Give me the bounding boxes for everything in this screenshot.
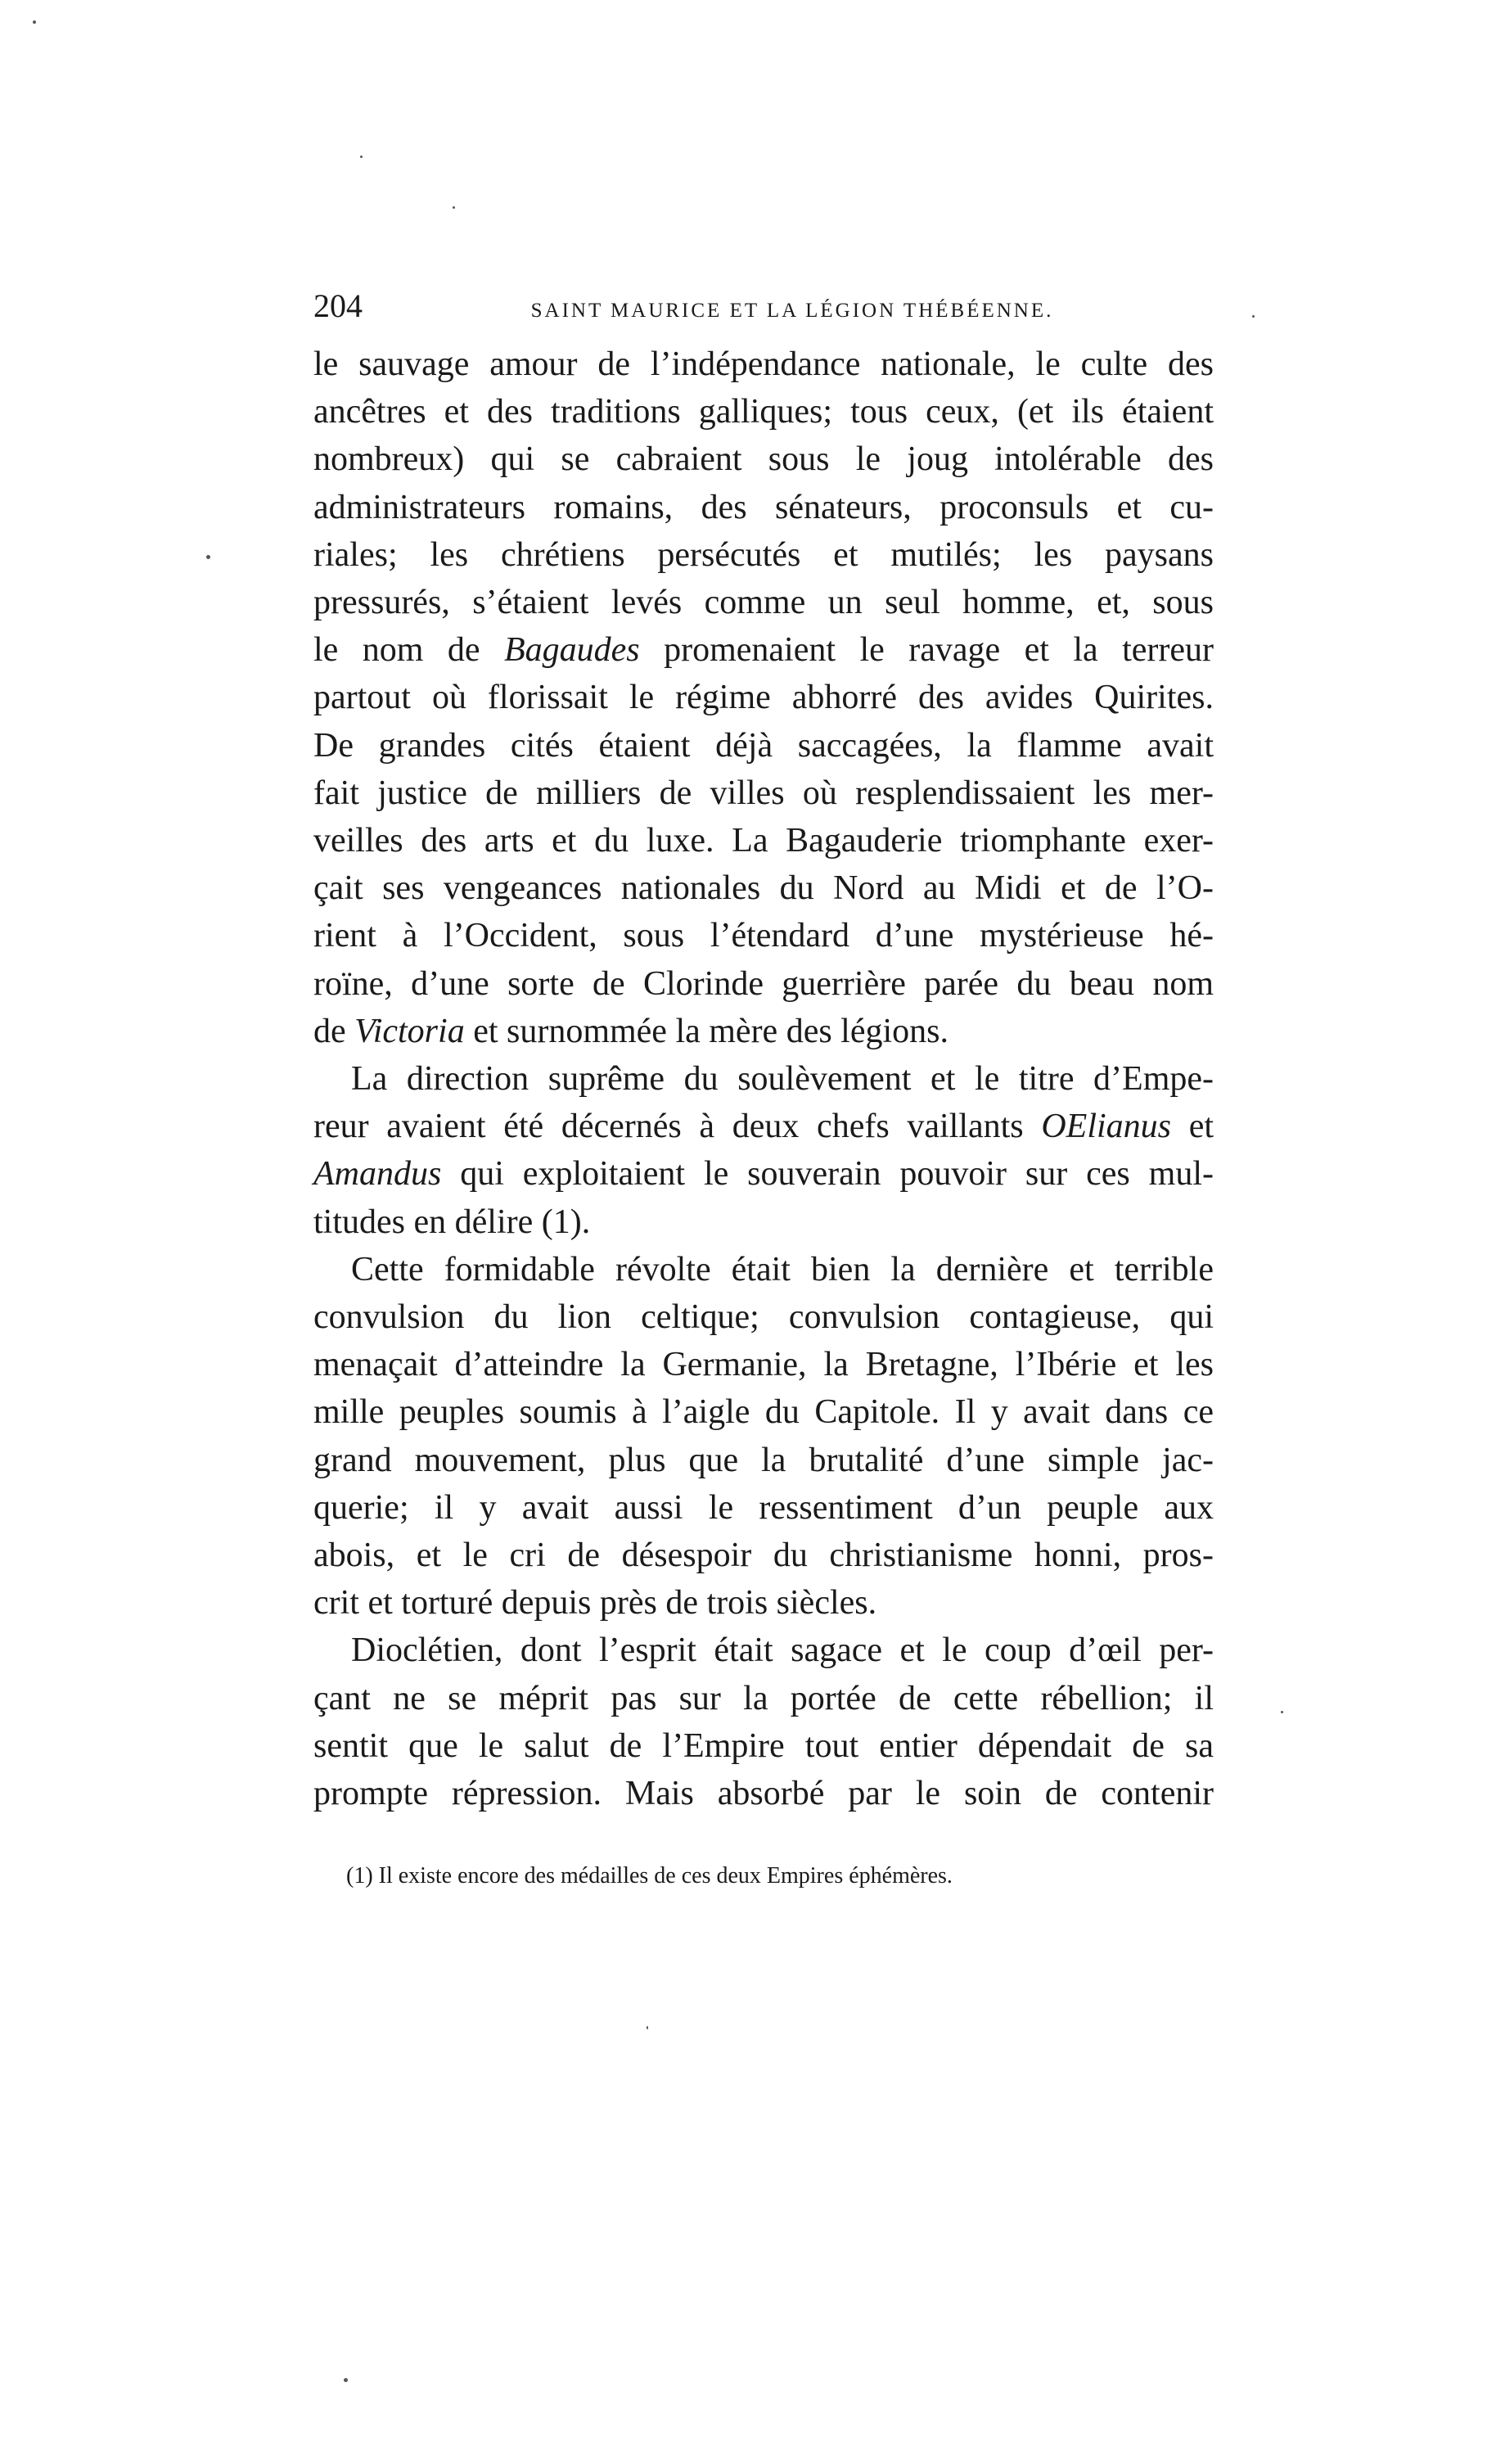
- text-line: fait justice de milliers de villes où resplendissaient les mer-: [313, 774, 1214, 812]
- scan-speck: [360, 156, 363, 158]
- text-line: çant ne se méprit pas sur la portée de cette rébellion; il: [313, 1679, 1214, 1717]
- page-number: 204: [313, 287, 363, 324]
- text-line: riales; les chrétiens persécutés et mutilés; les paysans: [313, 535, 1214, 574]
- scan-speck: [453, 206, 455, 209]
- text-line: prompte répression. Mais absorbé par le soin de contenir: [313, 1775, 1214, 1813]
- text-line: Cette formidable révolte était bien la dernière et terrible: [351, 1250, 1214, 1288]
- text-line: ancêtres et des traditions galliques; tous ceux, (et ils étaient: [313, 393, 1214, 431]
- text-line: nombreux) qui se cabraient sous le joug intolérable des: [313, 440, 1214, 479]
- text-line: pressurés, s’étaient levés comme un seul homme, et, sous: [313, 584, 1214, 622]
- running-head: [313, 287, 1214, 336]
- text-line: reur avaient été décernés à deux chefs vaillants OElianus et: [313, 1108, 1214, 1146]
- text-line: Amandus qui exploitaient le souverain pouvoir sur ces mul-: [313, 1155, 1214, 1194]
- text-line: mille peuples soumis à l’aigle du Capitole. Il y avait dans ce: [313, 1393, 1214, 1432]
- text-line: titudes en délire (1).: [313, 1203, 591, 1241]
- text-line: querie; il y avait aussi le ressentiment d’un peuple aux: [313, 1488, 1214, 1527]
- paragraph-2: [313, 1055, 1214, 1246]
- scan-speck: [206, 555, 210, 559]
- text-line: abois, et le cri de désespoir du christianisme honni, pros-: [313, 1537, 1214, 1575]
- scan-speck: [1252, 315, 1255, 318]
- text-line: De grandes cités étaient déjà saccagées, la flamme avait: [313, 726, 1214, 765]
- text-line: le sauvage amour de l’indépendance nationale, le culte des: [313, 345, 1214, 383]
- scan-speck: [344, 2378, 348, 2382]
- scan-speck: [647, 2026, 648, 2029]
- text-line: de Victoria et surnommée la mère des légions.: [313, 1012, 949, 1050]
- text-line: menaçait d’atteindre la Germanie, la Bretagne, l’Ibérie et les: [313, 1346, 1214, 1384]
- text-line: convulsion du lion celtique; convulsion contagieuse, qui: [313, 1298, 1214, 1337]
- footnote: (1) Il existe encore des médailles de ces deux Empires éphémères.: [346, 1863, 953, 1889]
- text-line: le nom de Bagaudes promenaient le ravage et la terreur: [313, 631, 1214, 670]
- running-title: SAINT MAURICE ET LA LÉGION THÉBÉENNE.: [530, 300, 1054, 322]
- text-line: çait ses vengeances nationales du Nord au Midi et de l’O-: [313, 869, 1214, 908]
- text-line: grand mouvement, plus que la brutalité d’une simple jac-: [313, 1441, 1214, 1479]
- text-line: roïne, d’une sorte de Clorinde guerrière parée du beau nom: [313, 964, 1214, 1003]
- text-line: crit et torturé depuis près de trois siècles.: [313, 1584, 877, 1622]
- paragraph-3: [313, 1246, 1214, 1627]
- text-line: veilles des arts et du luxe. La Bagauderie triomphante exer-: [313, 822, 1214, 860]
- scan-speck: [1281, 1711, 1283, 1713]
- text-line: sentit que le salut de l’Empire tout entier dépendait de sa: [313, 1726, 1214, 1765]
- text-line: administrateurs romains, des sénateurs, proconsuls et cu-: [313, 488, 1214, 526]
- scan-speck: [33, 20, 36, 24]
- book-page: [313, 287, 1214, 1893]
- text-line: La direction suprême du soulèvement et le titre d’Empe-: [351, 1060, 1214, 1099]
- text-line: partout où florissait le régime abhorré des avides Quirites.: [313, 679, 1214, 717]
- text-line: Dioclétien, dont l’esprit était sagace et le coup d’œil per-: [351, 1631, 1214, 1670]
- paragraph-4: [313, 1627, 1214, 1817]
- paragraph-1: [313, 341, 1214, 1055]
- text-line: rient à l’Occident, sous l’étendard d’une mystérieuse hé-: [313, 917, 1214, 955]
